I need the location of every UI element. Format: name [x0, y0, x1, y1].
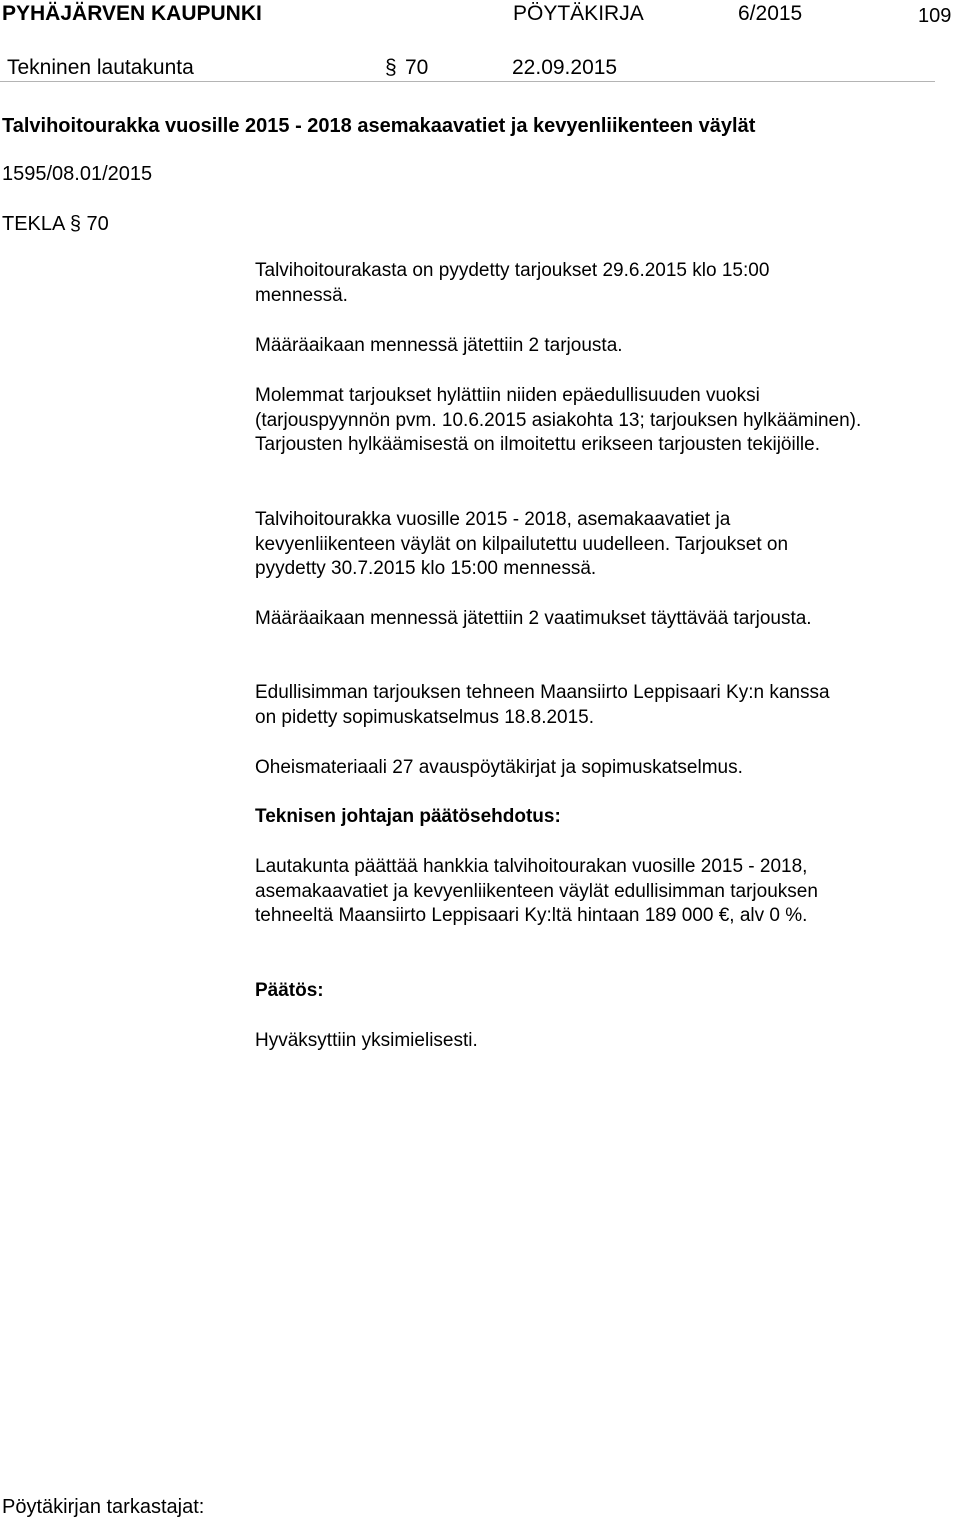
- paragraph-valid-offers: Määräaikaan mennessä jätettiin 2 vaatimukset täyttävää tarjousta.: [255, 608, 812, 629]
- document-type: PÖYTÄKIRJA: [513, 2, 644, 25]
- prior-board: TEKLA: [2, 213, 65, 235]
- meeting-date: 22.09.2015: [512, 56, 618, 79]
- paragraph-contract-review: Edullisimman tarjouksen tehneen Maansiirto Leppisaari Ky:n kanssa on pidetty sopimuskatselmus 18.8.2015.: [255, 682, 830, 728]
- section-number: 70: [405, 56, 429, 79]
- header-divider: [0, 81, 935, 82]
- decision-text: Hyväksyttiin yksimielisesti.: [255, 1030, 478, 1051]
- document-number: 6/2015: [738, 2, 803, 25]
- record-number: 1595/08.01/2015: [2, 163, 153, 185]
- paragraph-retendered: Talvihoitourakka vuosille 2015 - 2018, asemakaavatiet ja kevyenliikenteen väylät on kilpailutettu uudelleen. Tarjoukset on pyydetty 30.7.2015 klo 15:00 mennessä.: [255, 509, 789, 579]
- decision-heading: Päätös:: [255, 980, 324, 1001]
- municipality-name: PYHÄJÄRVEN KAUPUNKI: [2, 2, 262, 25]
- paragraph-offers-rejected: Molemmat tarjoukset hylättiin niiden epäedullisuuden vuoksi (tarjouspyynnön pvm. 10.6.2015 asiakohta 13; tarjouksen hylkääminen). Tarjousten hylkäämisestä on ilmoitettu erikseen tarjousten tekijöille.: [255, 385, 862, 455]
- prior-section-symbol-icon: §: [69, 213, 81, 235]
- section-symbol-icon: §: [385, 56, 397, 79]
- prior-section-number: 70: [86, 213, 109, 235]
- paragraph-offers-received: Määräaikaan mennessä jätettiin 2 tarjousta.: [255, 335, 623, 356]
- reviewers-label: Pöytäkirjan tarkastajat:: [2, 1496, 205, 1518]
- paragraph-attachments: Oheismateriaali 27 avauspöytäkirjat ja sopimuskatselmus.: [255, 757, 743, 778]
- proposal-text: Lautakunta päättää hankkia talvihoitourakan vuosille 2015 - 2018, asemakaavatiet ja kevyenliikenteen väylät edullisimman tarjouksen tehneeltä Maansiirto Leppisaari Ky:ltä hintaan 189 000 €, alv 0 %.: [255, 856, 818, 926]
- paragraph-offers-requested: Talvihoitourakasta on pyydetty tarjoukset 29.6.2015 klo 15:00 mennessä.: [255, 260, 770, 306]
- proposal-heading: Teknisen johtajan päätösehdotus:: [255, 806, 561, 827]
- item-title: Talvihoitourakka vuosille 2015 - 2018 asemakaavatiet ja kevyenliikenteen väylät: [2, 115, 756, 137]
- page-number: 109: [918, 5, 952, 27]
- prior-reference: [2, 212, 109, 236]
- board-name: Tekninen lautakunta: [7, 56, 194, 79]
